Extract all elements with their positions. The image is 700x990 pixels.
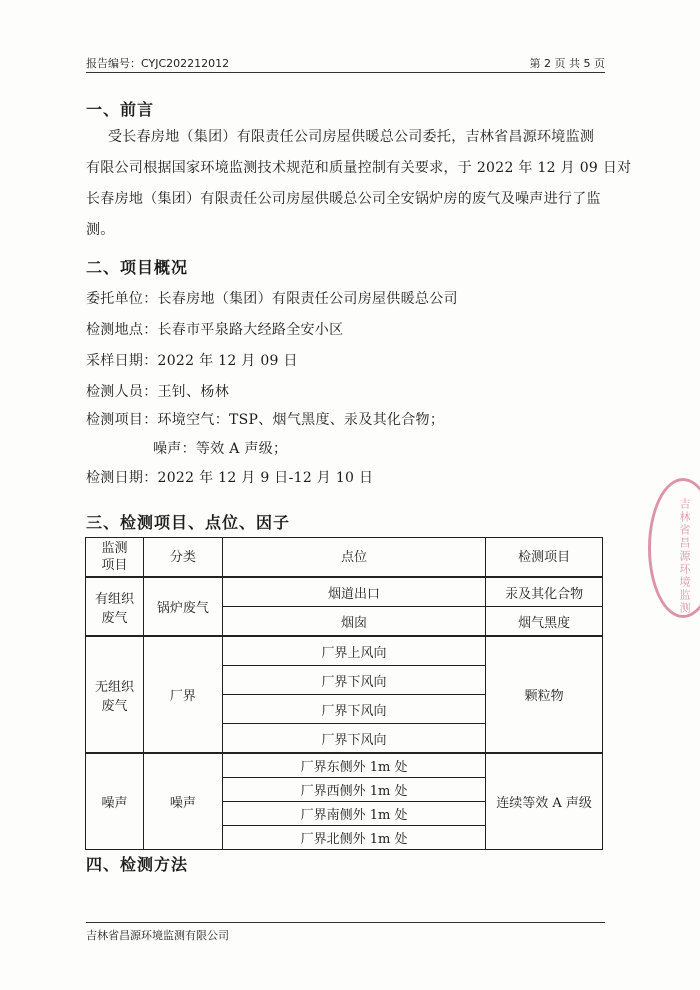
section-title-items: 三、检测项目、点位、因子: [86, 513, 291, 532]
cell-point: 厂界下风向: [222, 695, 485, 724]
cell-category: 锅炉废气: [143, 577, 222, 636]
header-project: 监测项目: [86, 538, 144, 578]
page-number: 第 2 页 共 5 页: [529, 57, 605, 70]
seal-stamp: [648, 478, 700, 618]
section-title-overview: 二、项目概况: [86, 258, 189, 277]
cell-point: 厂界上风向: [222, 636, 485, 666]
cell-point: 厂界南侧外 1m 处: [222, 802, 485, 826]
cell-item: 连续等效 A 声级: [486, 753, 603, 850]
cell-point: 厂界东侧外 1m 处: [222, 753, 485, 778]
monitoring-table: [85, 537, 603, 850]
report-number: 报告编号：CYJC202212012: [86, 57, 230, 70]
site-line: 检测地点：长春市平泉路大经路全安小区: [86, 322, 344, 338]
page-footer: [86, 922, 605, 943]
header-item: 检测项目: [486, 538, 603, 578]
table-header-row: [86, 538, 603, 578]
table-row: [86, 753, 603, 778]
preface-line-4: 测。: [86, 222, 115, 238]
table-row: [86, 577, 603, 607]
cell-item: 汞及其化合物: [486, 577, 603, 607]
section-title-preface: 一、前言: [86, 100, 155, 119]
cell-point: 烟道出口: [222, 577, 485, 607]
footer-company: 吉林省昌源环境监测有限公司: [86, 929, 229, 942]
cell-project: 有组织废气: [86, 577, 144, 636]
header-category: 分类: [143, 538, 222, 578]
items-line-2: 噪声：等效 A 声级；: [153, 441, 288, 457]
sampling-date-line: 采样日期：2022 年 12 月 09 日: [86, 353, 298, 369]
preface-line-3: 长春房地（集团）有限责任公司房屋供暖总公司全安锅炉房的废气及噪声进行了监: [86, 191, 601, 207]
cell-category: 噪声: [143, 753, 222, 850]
cell-item: 颗粒物: [486, 636, 603, 753]
cell-point: 厂界下风向: [222, 724, 485, 754]
cell-category: 厂界: [143, 636, 222, 753]
table-row: [86, 636, 603, 666]
cell-project: 噪声: [86, 753, 144, 850]
cell-point: 厂界西侧外 1m 处: [222, 778, 485, 802]
section-title-methods: 四、检测方法: [86, 855, 189, 874]
test-date-line: 检测日期：2022 年 12 月 9 日-12 月 10 日: [86, 470, 374, 486]
client-line: 委托单位：长春房地（集团）有限责任公司房屋供暖总公司: [86, 291, 458, 307]
cell-point: 厂界下风向: [222, 666, 485, 695]
preface-line-2: 有限公司根据国家环境监测技术规范和质量控制有关要求，于 2022 年 12 月 09 日对: [86, 160, 632, 176]
cell-item: 烟气黑度: [486, 607, 603, 637]
seal-text: 吉林省昌源环境监测: [678, 498, 691, 615]
staff-line: 检测人员：王钊、杨林: [86, 384, 229, 400]
preface-line-1: 受长春房地（集团）有限责任公司房屋供暖总公司委托，吉林省昌源环境监测: [108, 129, 595, 145]
cell-project: 无组织废气: [86, 636, 144, 753]
items-line-1: 检测项目：环境空气：TSP、烟气黑度、汞及其化合物；: [86, 412, 445, 428]
cell-point: 烟囱: [222, 607, 485, 637]
cell-point: 厂界北侧外 1m 处: [222, 826, 485, 850]
header-point: 点位: [222, 538, 485, 578]
page-header: [86, 52, 605, 73]
